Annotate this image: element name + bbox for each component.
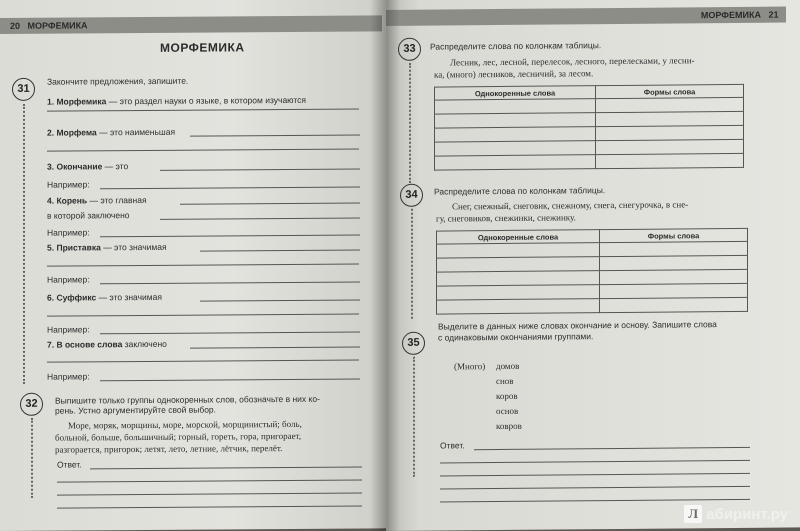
ex35-word: ковров <box>496 420 522 432</box>
table-row <box>437 297 748 314</box>
answer-line[interactable] <box>440 460 750 464</box>
ex31-example-3: Например: <box>47 274 90 285</box>
answer-line[interactable] <box>200 249 360 251</box>
answer-line[interactable] <box>190 134 360 136</box>
ex31-item-2: 2. Морфема — это наименьшая <box>47 126 176 138</box>
page-title: МОРФЕМИКА <box>160 40 245 55</box>
answer-line[interactable] <box>200 299 360 301</box>
ex33-words-1: Лесник, лес, лесной, перелесок, лесного, перелесками, у лесни- <box>450 55 695 68</box>
ex32-words-1: Море, моряк, морщины, море, морской, морщинистый; боль, <box>68 418 302 431</box>
table-cell[interactable] <box>596 111 744 126</box>
table-cell[interactable] <box>435 155 596 170</box>
ex31-instruction: Закончите предложения, запишите. <box>47 75 189 87</box>
exercise-35-marker: 35 <box>402 332 425 355</box>
right-page-number: 21 <box>768 9 779 20</box>
answer-line[interactable] <box>190 346 360 348</box>
dotted-guide <box>31 418 33 498</box>
answer-line[interactable] <box>57 505 362 508</box>
answer-line[interactable] <box>47 263 359 266</box>
ex32-instruction-2: рень. Устно аргументируйте свой выбор. <box>55 404 217 416</box>
table-cell[interactable] <box>600 241 748 256</box>
ex35-answer-label: Ответ. <box>440 440 465 451</box>
answer-line[interactable] <box>474 447 750 450</box>
table-cell[interactable] <box>596 97 744 112</box>
left-running-title: МОРФЕМИКА <box>27 20 88 31</box>
ex35-word: снов <box>496 375 514 387</box>
table-cell[interactable] <box>435 141 596 156</box>
dotted-guide <box>413 357 415 477</box>
ex34-words-2: гу, снеговиков, снежинки, снежинку. <box>436 212 576 224</box>
right-page <box>386 0 800 531</box>
answer-line[interactable] <box>160 168 360 170</box>
answer-line[interactable] <box>57 492 362 495</box>
table-cell[interactable] <box>596 139 744 154</box>
table-cell[interactable] <box>600 269 748 284</box>
answer-line[interactable] <box>100 281 360 284</box>
table-cell[interactable] <box>435 113 596 128</box>
answer-line[interactable] <box>47 108 359 111</box>
ex34-col-header-1: Однокоренные слова <box>437 230 600 244</box>
answer-line[interactable] <box>440 473 750 477</box>
ex31-item-3: 3. Окончание — это <box>47 161 129 172</box>
left-page-number: 20 <box>10 20 21 31</box>
exercise-32-marker: 32 <box>20 393 43 416</box>
left-running-head <box>0 15 382 34</box>
ex31-example-2: Например: <box>47 227 90 238</box>
ex33-col-header-2: Формы слова <box>596 84 744 98</box>
table-cell[interactable] <box>437 257 600 272</box>
ex33-words-2: ка, (много) лесников, лесничий, за лесом. <box>434 68 594 80</box>
answer-line[interactable] <box>90 466 362 469</box>
table-cell[interactable] <box>437 285 600 300</box>
ex34-col-header-2: Формы слова <box>600 228 748 242</box>
watermark-logo <box>684 505 788 523</box>
answer-line[interactable] <box>100 186 360 189</box>
right-running-title: МОРФЕМИКА <box>700 9 761 21</box>
table-cell[interactable] <box>437 243 600 258</box>
table-cell[interactable] <box>435 127 596 142</box>
ex34-instruction: Распределите слова по колонкам таблицы. <box>434 185 606 197</box>
ex35-word: домов <box>496 360 520 372</box>
ex34-table <box>436 228 748 315</box>
ex31-item-1: 1. Морфемика — это раздел науки о языке, в котором изучаются <box>47 94 307 107</box>
table-cell[interactable] <box>596 125 744 140</box>
answer-line[interactable] <box>100 378 360 381</box>
ex31-example-5: Например: <box>47 371 90 382</box>
ex35-word: коров <box>496 390 518 402</box>
table-cell[interactable] <box>600 297 748 312</box>
ex33-table <box>434 84 744 171</box>
exercise-33-marker: 33 <box>398 38 421 61</box>
answer-line[interactable] <box>440 486 750 490</box>
table-cell[interactable] <box>600 283 748 298</box>
table-row <box>435 153 744 170</box>
answer-line[interactable] <box>100 234 360 237</box>
labirint-logo-icon: Л <box>684 505 702 523</box>
ex31-item-4-cont: в которой заключено <box>47 210 130 221</box>
table-cell[interactable] <box>600 255 748 270</box>
right-running-head <box>386 7 786 26</box>
table-cell[interactable] <box>437 299 600 314</box>
ex33-col-header-1: Однокоренные слова <box>435 86 596 100</box>
answer-line[interactable] <box>47 148 359 151</box>
ex34-words-1: Снег, снежный, снеговик, снежному, снега, снегурочка, в сне- <box>452 199 689 212</box>
ex35-instruction-1: Выделите в данных ниже словах окончание и основу. Запишите слова <box>438 319 717 332</box>
table-cell[interactable] <box>437 271 600 286</box>
ex32-instruction-1: Выпишите только группы однокоренных слов, обозначьте в них ко- <box>55 393 320 406</box>
ex31-item-4: 4. Корень — это главная <box>47 194 147 206</box>
dotted-guide <box>411 209 413 319</box>
answer-line[interactable] <box>47 359 359 362</box>
answer-line[interactable] <box>440 499 750 503</box>
ex33-instruction: Распределите слова по колонкам таблицы. <box>430 40 602 52</box>
ex31-example-1: Например: <box>47 179 90 190</box>
exercise-34-marker: 34 <box>400 184 423 207</box>
ex32-words-3: разгорается, пригорок; летят, лето, летние, лётчик, перелёт. <box>55 443 283 455</box>
ex32-words-2: больной, больше, большичный; горный, гореть, гора, пригорает, <box>55 430 302 443</box>
answer-line[interactable] <box>47 313 359 316</box>
ex32-answer-label: Ответ. <box>57 459 82 470</box>
ex31-example-4: Например: <box>47 324 90 335</box>
answer-line[interactable] <box>180 202 360 204</box>
exercise-31-marker: 31 <box>12 78 35 101</box>
table-cell[interactable] <box>435 99 596 114</box>
ex31-item-6: 6. Суффикс — это значимая <box>47 291 162 303</box>
table-cell[interactable] <box>596 153 744 168</box>
ex35-word: основ <box>496 405 519 417</box>
dotted-guide <box>409 63 411 183</box>
ex35-prefix: (Много) <box>454 361 486 372</box>
ex31-item-7: 7. В основе слова заключено <box>47 338 167 350</box>
left-page <box>0 0 386 531</box>
watermark-text: абиринт.ру <box>706 505 788 523</box>
ex31-item-5: 5. Приставка — это значимая <box>47 241 167 253</box>
dotted-guide <box>23 104 25 384</box>
answer-line[interactable] <box>100 331 360 334</box>
answer-line[interactable] <box>160 217 360 219</box>
answer-line[interactable] <box>57 479 362 482</box>
ex35-instruction-2: с одинаковыми окончаниями группами. <box>438 331 594 343</box>
